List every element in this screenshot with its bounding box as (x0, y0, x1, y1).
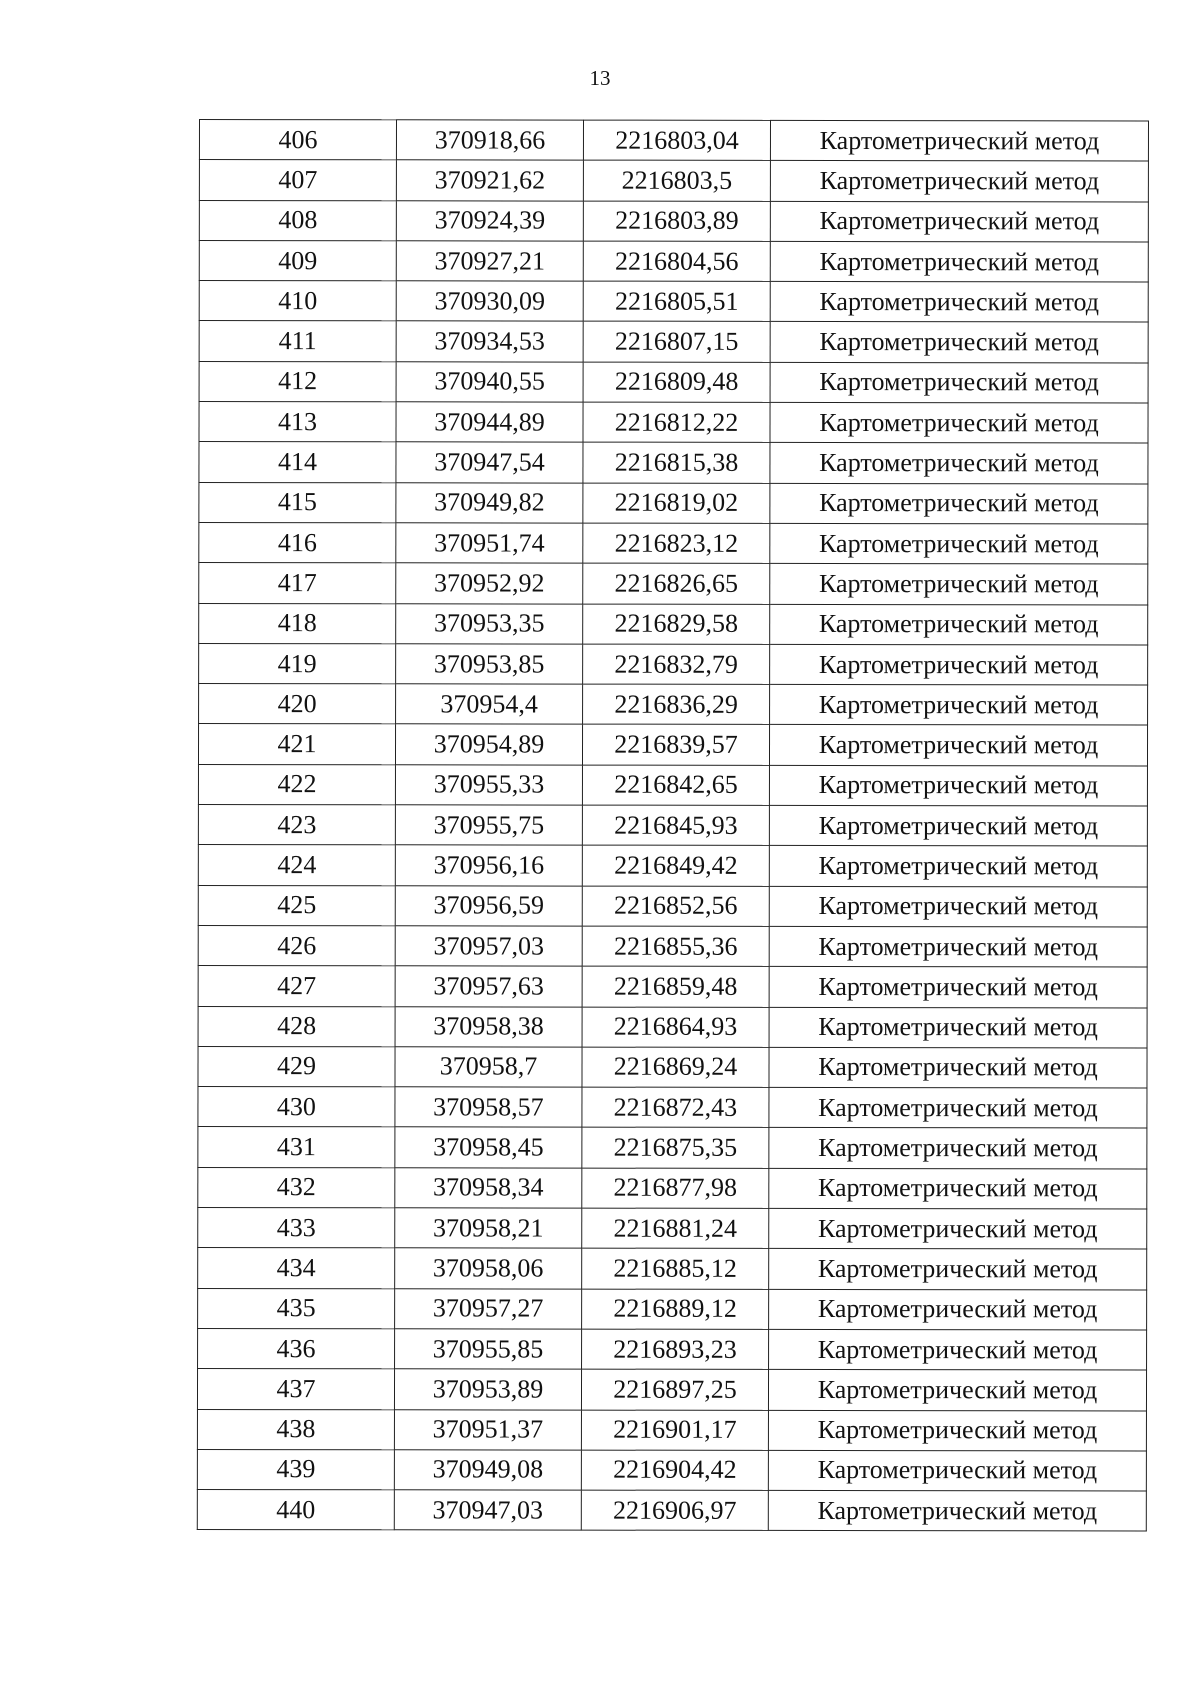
point-number-cell: 425 (198, 885, 395, 926)
coordinates-table (197, 119, 1149, 1532)
y-coordinate-cell: 2216807,15 (583, 322, 770, 363)
table-row (199, 240, 1148, 282)
x-coordinate-cell: 370958,7 (395, 1047, 582, 1088)
table-row (197, 1409, 1146, 1451)
x-coordinate-cell: 370958,57 (395, 1087, 582, 1128)
table-row (197, 1369, 1146, 1411)
table-row (199, 200, 1148, 242)
table-row (197, 1449, 1146, 1491)
point-number-cell: 419 (199, 643, 396, 684)
y-coordinate-cell: 2216804,56 (583, 241, 770, 282)
method-cell: Картометрический метод (769, 886, 1147, 927)
point-number-cell: 424 (198, 845, 395, 886)
table-row (198, 764, 1147, 806)
table-row (199, 442, 1148, 484)
y-coordinate-cell: 2216823,12 (583, 523, 770, 564)
table-row (198, 805, 1147, 847)
y-coordinate-cell: 2216904,42 (581, 1450, 768, 1491)
method-cell: Картометрический метод (769, 967, 1147, 1008)
method-cell: Картометрический метод (768, 1410, 1146, 1451)
y-coordinate-cell: 2216826,65 (583, 563, 770, 604)
method-cell: Картометрический метод (768, 1450, 1146, 1491)
x-coordinate-cell: 370958,06 (395, 1248, 582, 1289)
x-coordinate-cell: 370918,66 (396, 120, 583, 161)
table-row (198, 885, 1147, 927)
point-number-cell: 415 (199, 482, 396, 523)
table-row (198, 1288, 1147, 1330)
method-cell: Картометрический метод (770, 523, 1148, 564)
y-coordinate-cell: 2216859,48 (582, 966, 769, 1007)
y-coordinate-cell: 2216812,22 (583, 402, 770, 443)
y-coordinate-cell: 2216852,56 (582, 886, 769, 927)
table-row (199, 160, 1148, 202)
method-cell: Картометрический метод (770, 402, 1148, 443)
x-coordinate-cell: 370955,85 (395, 1329, 582, 1370)
y-coordinate-cell: 2216829,58 (583, 604, 770, 645)
table-row (199, 120, 1148, 162)
y-coordinate-cell: 2216885,12 (582, 1248, 769, 1289)
point-number-cell: 410 (199, 281, 396, 322)
point-number-cell: 422 (198, 764, 395, 805)
x-coordinate-cell: 370956,59 (395, 885, 582, 926)
point-number-cell: 431 (198, 1127, 395, 1168)
method-cell: Картометрический метод (770, 120, 1148, 161)
y-coordinate-cell: 2216803,04 (583, 120, 770, 161)
point-number-cell: 434 (198, 1248, 395, 1289)
x-coordinate-cell: 370934,53 (396, 321, 583, 362)
x-coordinate-cell: 370940,55 (396, 362, 583, 403)
point-number-cell: 428 (198, 1006, 395, 1047)
x-coordinate-cell: 370956,16 (395, 845, 582, 886)
table-row (198, 925, 1147, 967)
table-row (198, 1006, 1147, 1048)
y-coordinate-cell: 2216889,12 (582, 1289, 769, 1330)
point-number-cell: 409 (199, 240, 396, 281)
y-coordinate-cell: 2216809,48 (583, 362, 770, 403)
method-cell: Картометрический метод (768, 1370, 1146, 1411)
table-row (198, 845, 1147, 887)
x-coordinate-cell: 370953,85 (396, 644, 583, 685)
y-coordinate-cell: 2216842,65 (582, 765, 769, 806)
method-cell: Картометрический метод (769, 1329, 1147, 1370)
y-coordinate-cell: 2216805,51 (583, 281, 770, 322)
table-row (198, 1127, 1147, 1169)
method-cell: Картометрический метод (770, 362, 1148, 403)
method-cell: Картометрический метод (770, 322, 1148, 363)
method-cell: Картометрический метод (769, 1168, 1147, 1209)
table-row (199, 563, 1148, 605)
y-coordinate-cell: 2216875,35 (582, 1128, 769, 1169)
y-coordinate-cell: 2216901,17 (581, 1410, 768, 1451)
table-row (199, 321, 1148, 363)
point-number-cell: 436 (198, 1328, 395, 1369)
point-number-cell: 413 (199, 402, 396, 443)
point-number-cell: 417 (199, 563, 396, 604)
page-number: 13 (589, 66, 611, 90)
table-row (198, 1046, 1147, 1088)
method-cell: Картометрический метод (769, 1128, 1147, 1169)
x-coordinate-cell: 370957,63 (395, 966, 582, 1007)
x-coordinate-cell: 370953,35 (396, 603, 583, 644)
x-coordinate-cell: 370949,82 (396, 482, 583, 523)
point-number-cell: 418 (199, 603, 396, 644)
x-coordinate-cell: 370955,75 (395, 805, 582, 846)
table-row (198, 1328, 1147, 1370)
y-coordinate-cell: 2216855,36 (582, 926, 769, 967)
table-row (199, 522, 1148, 564)
method-cell: Картометрический метод (770, 443, 1148, 484)
point-number-cell: 433 (198, 1208, 395, 1249)
table-row (199, 482, 1148, 524)
method-cell: Картометрический метод (769, 1249, 1147, 1290)
x-coordinate-cell: 370958,45 (395, 1127, 582, 1168)
y-coordinate-cell: 2216869,24 (582, 1047, 769, 1088)
y-coordinate-cell: 2216815,38 (583, 442, 770, 483)
method-cell: Картометрический метод (769, 725, 1147, 766)
point-number-cell: 411 (199, 321, 396, 362)
y-coordinate-cell: 2216881,24 (582, 1208, 769, 1249)
table-row (198, 1248, 1147, 1290)
method-cell: Картометрический метод (770, 241, 1148, 282)
point-number-cell: 439 (197, 1449, 394, 1490)
point-number-cell: 406 (199, 120, 396, 161)
point-number-cell: 437 (197, 1369, 394, 1410)
point-number-cell: 416 (199, 522, 396, 563)
point-number-cell: 420 (199, 684, 396, 725)
y-coordinate-cell: 2216819,02 (583, 483, 770, 524)
x-coordinate-cell: 370930,09 (396, 281, 583, 322)
y-coordinate-cell: 2216897,25 (581, 1369, 768, 1410)
y-coordinate-cell: 2216877,98 (582, 1168, 769, 1209)
method-cell: Картометрический метод (770, 483, 1148, 524)
x-coordinate-cell: 370955,33 (395, 765, 582, 806)
table-row (198, 1208, 1147, 1250)
table-row (198, 966, 1147, 1008)
y-coordinate-cell: 2216872,43 (582, 1087, 769, 1128)
y-coordinate-cell: 2216839,57 (582, 725, 769, 766)
table-row (199, 402, 1148, 444)
method-cell: Картометрический метод (770, 604, 1148, 645)
point-number-cell: 438 (197, 1409, 394, 1450)
x-coordinate-cell: 370958,21 (395, 1208, 582, 1249)
x-coordinate-cell: 370924,39 (396, 200, 583, 241)
y-coordinate-cell: 2216864,93 (582, 1007, 769, 1048)
method-cell: Картометрический метод (769, 805, 1147, 846)
point-number-cell: 421 (198, 724, 395, 765)
method-cell: Картометрический метод (770, 282, 1148, 323)
table-row (198, 1167, 1147, 1209)
method-cell: Картометрический метод (769, 1208, 1147, 1249)
method-cell: Картометрический метод (769, 1088, 1147, 1129)
y-coordinate-cell: 2216803,5 (583, 160, 770, 201)
method-cell: Картометрический метод (768, 1490, 1146, 1531)
x-coordinate-cell: 370954,4 (396, 684, 583, 725)
table-row (199, 603, 1148, 645)
point-number-cell: 423 (198, 805, 395, 846)
x-coordinate-cell: 370949,08 (394, 1450, 581, 1491)
x-coordinate-cell: 370954,89 (395, 724, 582, 765)
table-row (198, 1087, 1147, 1129)
x-coordinate-cell: 370947,54 (396, 442, 583, 483)
method-cell: Картометрический метод (770, 201, 1148, 242)
x-coordinate-cell: 370958,34 (395, 1168, 582, 1209)
point-number-cell: 430 (198, 1087, 395, 1128)
method-cell: Картометрический метод (769, 765, 1147, 806)
coordinates-table-body (197, 120, 1148, 1532)
point-number-cell: 432 (198, 1167, 395, 1208)
y-coordinate-cell: 2216906,97 (581, 1490, 768, 1531)
y-coordinate-cell: 2216803,89 (583, 201, 770, 242)
point-number-cell: 412 (199, 361, 396, 402)
method-cell: Картометрический метод (770, 685, 1148, 726)
x-coordinate-cell: 370944,89 (396, 402, 583, 443)
x-coordinate-cell: 370957,03 (395, 926, 582, 967)
method-cell: Картометрический метод (769, 1007, 1147, 1048)
table-row (199, 684, 1148, 726)
point-number-cell: 414 (199, 442, 396, 483)
point-number-cell: 408 (199, 200, 396, 241)
y-coordinate-cell: 2216845,93 (582, 805, 769, 846)
x-coordinate-cell: 370947,03 (394, 1490, 581, 1531)
x-coordinate-cell: 370951,37 (394, 1409, 581, 1450)
method-cell: Картометрический метод (770, 564, 1148, 605)
point-number-cell: 435 (198, 1288, 395, 1329)
x-coordinate-cell: 370957,27 (395, 1288, 582, 1329)
method-cell: Картометрический метод (769, 1047, 1147, 1088)
x-coordinate-cell: 370953,89 (394, 1369, 581, 1410)
point-number-cell: 427 (198, 966, 395, 1007)
method-cell: Картометрический метод (769, 1289, 1147, 1330)
y-coordinate-cell: 2216836,29 (583, 684, 770, 725)
method-cell: Картометрический метод (769, 846, 1147, 887)
y-coordinate-cell: 2216849,42 (582, 845, 769, 886)
table-row (198, 724, 1147, 766)
x-coordinate-cell: 370952,92 (396, 563, 583, 604)
x-coordinate-cell: 370951,74 (396, 523, 583, 564)
x-coordinate-cell: 370958,38 (395, 1006, 582, 1047)
table-row (199, 281, 1148, 323)
y-coordinate-cell: 2216832,79 (583, 644, 770, 685)
point-number-cell: 426 (198, 925, 395, 966)
method-cell: Картометрический метод (770, 161, 1148, 202)
point-number-cell: 440 (197, 1490, 394, 1531)
x-coordinate-cell: 370921,62 (396, 160, 583, 201)
table-row (199, 643, 1148, 685)
method-cell: Картометрический метод (770, 644, 1148, 685)
x-coordinate-cell: 370927,21 (396, 241, 583, 282)
table-row (197, 1490, 1146, 1532)
table-row (199, 361, 1148, 403)
point-number-cell: 407 (199, 160, 396, 201)
point-number-cell: 429 (198, 1046, 395, 1087)
method-cell: Картометрический метод (769, 926, 1147, 967)
y-coordinate-cell: 2216893,23 (582, 1329, 769, 1370)
